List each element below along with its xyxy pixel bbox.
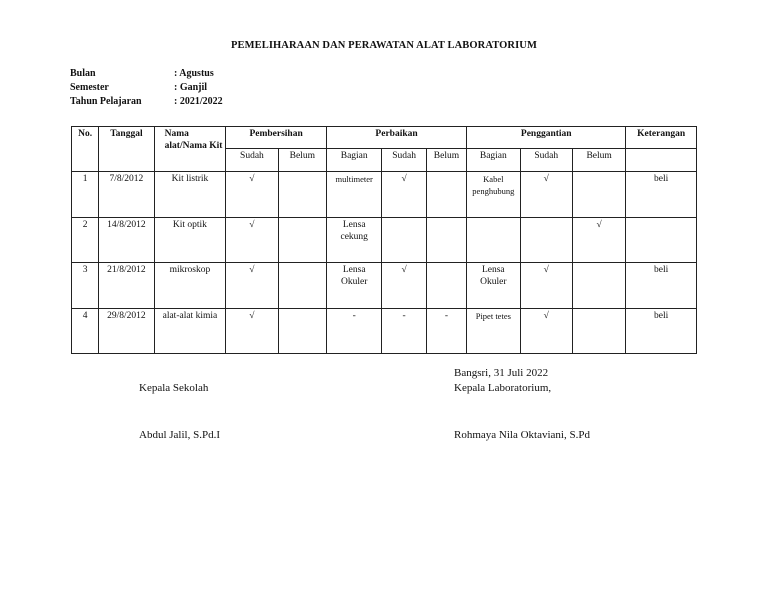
cell-pembersihan-sudah: √ (226, 172, 278, 218)
cell-penggantian-belum: √ (572, 217, 625, 263)
cell-perbaikan-belum (426, 172, 466, 218)
subheader-bagian: Bagian (326, 149, 381, 172)
cell-perbaikan-sudah (382, 217, 426, 263)
cell-perbaikan-bagian: multimeter (326, 172, 381, 218)
meta-bulan (70, 68, 214, 79)
header-tanggal: Tanggal (99, 127, 154, 172)
table-row (72, 263, 697, 309)
subheader-belum: Belum (278, 149, 326, 172)
document-title: PEMELIHARAAN DAN PERAWATAN ALAT LABORATORIUM (230, 40, 537, 51)
cell-keterangan: beli (626, 308, 697, 354)
cell-penggantian-belum (572, 263, 625, 309)
cell-keterangan (626, 217, 697, 263)
cell-nama: Kit optik (154, 217, 226, 263)
cell-penggantian-sudah (520, 217, 572, 263)
header-keterangan: Keterangan (626, 127, 697, 149)
subheader-sudah: Sudah (226, 149, 278, 172)
cell-no: 3 (72, 263, 99, 309)
meta-value: : 2021/2022 (174, 96, 223, 107)
cell-tanggal: 29/8/2012 (99, 308, 154, 354)
subheader-sudah: Sudah (520, 149, 572, 172)
meta-value: : Ganjil (174, 82, 208, 93)
left-signer-name: Abdul Jalil, S.Pd.I (139, 429, 220, 441)
cell-pembersihan-belum (278, 263, 326, 309)
cell-pembersihan-sudah: √ (226, 308, 278, 354)
cell-perbaikan-belum (426, 217, 466, 263)
cell-pembersihan-sudah: √ (226, 217, 278, 263)
left-signer-title: Kepala Sekolah (139, 382, 209, 394)
header-no: No. (72, 127, 99, 172)
subheader-belum: Belum (572, 149, 625, 172)
cell-tanggal: 21/8/2012 (99, 263, 154, 309)
cell-penggantian-sudah: √ (520, 308, 572, 354)
cell-penggantian-sudah: √ (520, 263, 572, 309)
cell-penggantian-belum (572, 172, 625, 218)
cell-keterangan: beli (626, 172, 697, 218)
subheader-bagian: Bagian (467, 149, 520, 172)
cell-perbaikan-belum: - (426, 308, 466, 354)
cell-penggantian-belum (572, 308, 625, 354)
header-nama-alat: Nama alat/Nama Kit (154, 127, 226, 172)
maintenance-table (71, 126, 697, 354)
meta-semester (70, 82, 207, 93)
cell-tanggal: 7/8/2012 (99, 172, 154, 218)
table-row (72, 308, 697, 354)
meta-tahun-pelajaran (70, 96, 223, 107)
table-row (72, 172, 697, 218)
cell-penggantian-sudah: √ (520, 172, 572, 218)
header-pembersihan: Pembersihan (226, 127, 327, 149)
header-penggantian: Penggantian (467, 127, 626, 149)
cell-perbaikan-sudah: - (382, 308, 426, 354)
place-date: Bangsri, 31 Juli 2022 (454, 367, 549, 379)
cell-nama: Kit listrik (154, 172, 226, 218)
cell-penggantian-bagian (467, 217, 520, 263)
cell-penggantian-bagian: Lensa Okuler (467, 263, 520, 309)
meta-key: Semester (70, 82, 109, 93)
cell-pembersihan-belum (278, 217, 326, 263)
cell-perbaikan-bagian: Lensa Okuler (326, 263, 381, 309)
cell-perbaikan-bagian: Lensa cekung (326, 217, 381, 263)
cell-perbaikan-sudah: √ (382, 172, 426, 218)
cell-pembersihan-belum (278, 308, 326, 354)
cell-perbaikan-belum (426, 263, 466, 309)
cell-pembersihan-sudah: √ (226, 263, 278, 309)
cell-tanggal: 14/8/2012 (99, 217, 154, 263)
table-row (72, 217, 697, 263)
right-signer-title: Kepala Laboratorium, (454, 382, 552, 394)
cell-no: 4 (72, 308, 99, 354)
cell-keterangan: beli (626, 263, 697, 309)
right-signer-name: Rohmaya Nila Oktaviani, S.Pd (454, 429, 590, 441)
meta-key: Tahun Pelajaran (70, 96, 142, 107)
cell-nama: mikroskop (154, 263, 226, 309)
cell-penggantian-bagian: Pipet tetes (467, 308, 520, 354)
cell-no: 1 (72, 172, 99, 218)
cell-perbaikan-bagian: - (326, 308, 381, 354)
subheader-sudah: Sudah (382, 149, 426, 172)
cell-perbaikan-sudah: √ (382, 263, 426, 309)
subheader-keterangan-blank (626, 149, 697, 172)
cell-nama: alat-alat kimia (154, 308, 226, 354)
subheader-belum: Belum (426, 149, 466, 172)
header-perbaikan: Perbaikan (326, 127, 466, 149)
cell-penggantian-bagian: Kabel penghubung (467, 172, 520, 218)
meta-value: : Agustus (174, 68, 214, 79)
meta-key: Bulan (70, 68, 96, 79)
cell-no: 2 (72, 217, 99, 263)
header-row-1 (72, 127, 697, 149)
cell-pembersihan-belum (278, 172, 326, 218)
